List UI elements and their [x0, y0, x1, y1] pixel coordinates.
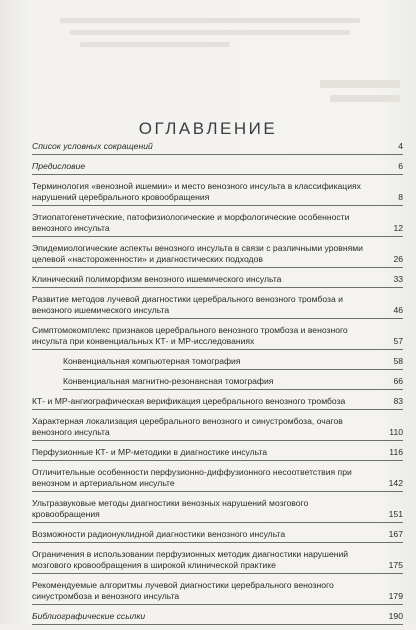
toc-entry-title: Развитие методов лучевой диагностики церебрального венозного тромбоза и венозного ишемического инсульта	[32, 294, 343, 315]
toc-entry	[32, 466, 403, 492]
toc-subentry	[63, 375, 403, 390]
toc-entry-page: 151	[388, 509, 403, 519]
toc-entry	[32, 395, 403, 410]
toc-entry	[32, 324, 403, 350]
toc-entry-title: Эпидемиологические аспекты венозного инсульта в связи с различными уровнями целевой «настороженности» и диагностических подходов	[32, 243, 363, 264]
toc-entry-page: 6	[398, 161, 403, 171]
toc-entry	[32, 610, 403, 625]
toc-entry	[32, 528, 403, 543]
toc-entry-page: 46	[393, 305, 403, 315]
toc-entry-title: Этиопатогенетические, патофизиологические и морфологические особенности венозного инсульта	[32, 212, 350, 233]
toc-entry	[32, 180, 403, 206]
toc-entry-title: Ограничения в использовании перфузионных методик диагностики нарушений мозгового кровообращения в широкой клинической практике	[32, 549, 349, 570]
toc-entry-title: Ультразвуковые методы диагностики венозных нарушений мозгового кровообращения	[32, 498, 309, 519]
toc-entry	[32, 140, 403, 155]
toc-entry-title: Конвенциальная магнитно-резонансная томография	[63, 376, 274, 386]
toc-entry	[32, 211, 403, 237]
toc-entry-page: 33	[393, 274, 403, 284]
toc-entry-page: 8	[398, 192, 403, 202]
toc-entry-title: Конвенциальная компьютерная томография	[63, 356, 241, 366]
page-title: ОГЛАВЛЕНИЕ	[138, 119, 278, 139]
toc-entry-title: Рекомендуемые алгоритмы лучевой диагностики церебрального венозного синустромбоза и венозного инсульта	[32, 580, 334, 601]
toc-entry-page: 179	[388, 591, 403, 601]
toc-entry-page: 4	[398, 141, 403, 151]
toc-entry-page: 12	[393, 223, 403, 233]
toc-subentry	[63, 355, 403, 370]
toc-entry-page: 116	[389, 447, 403, 457]
toc-entry	[32, 497, 403, 523]
toc-entry-page: 57	[393, 336, 403, 346]
toc-entry-page: 190	[388, 611, 403, 621]
toc-entry-title: КТ- и МР-ангиографическая верификация церебрального венозного тромбоза	[32, 396, 346, 406]
show-through-text	[0, 0, 416, 120]
toc-entry-page: 142	[388, 478, 403, 488]
toc-entry	[32, 273, 403, 288]
toc-entry-title: Терминология «венозной ишемии» и место венозного инсульта в классификациях нарушений церебрального кровообращения	[32, 181, 361, 202]
toc-entry	[32, 293, 403, 319]
toc-entry-page: 167	[388, 529, 403, 539]
toc-entry-title: Библиографические ссылки	[32, 611, 146, 621]
toc-entry	[32, 548, 403, 574]
toc-entry-title: Список условных сокращений	[32, 141, 153, 151]
toc-entry-page: 83	[393, 396, 403, 406]
toc-entry	[32, 415, 403, 441]
toc-entry-title: Предисловие	[32, 161, 86, 171]
toc-entry-page: 26	[393, 254, 403, 264]
table-of-contents	[32, 140, 403, 630]
toc-entry	[32, 579, 403, 605]
toc-entry	[32, 160, 403, 175]
toc-entry-title: Отличительные особенности перфузионно-диффузионного несоответствия при венозном и артериальном инсульте	[32, 467, 352, 488]
toc-entry-title: Перфузионные КТ- и МР-методики в диагностике инсульта	[32, 447, 268, 457]
toc-entry-title: Характерная локализация церебрального венозного и синустромбоза, очагов венозного инсульта	[32, 416, 343, 437]
toc-entry-title: Возможности радионуклидной диагностики венозного инсульта	[32, 529, 286, 539]
toc-entry	[32, 446, 403, 461]
toc-entry-title: Симптомокомплекс признаков церебрального венозного тромбоза и венозного инсульта при конвенциальных КТ- и МР-исследованиях	[32, 325, 348, 346]
toc-entry-page: 66	[393, 376, 403, 386]
toc-entry	[32, 242, 403, 268]
toc-entry-page: 110	[389, 427, 403, 437]
toc-entry-title: Клинический полиморфизм венозного ишемического инсульта	[32, 274, 282, 284]
toc-entry-page: 58	[393, 356, 403, 366]
toc-entry-page: 175	[388, 560, 403, 570]
